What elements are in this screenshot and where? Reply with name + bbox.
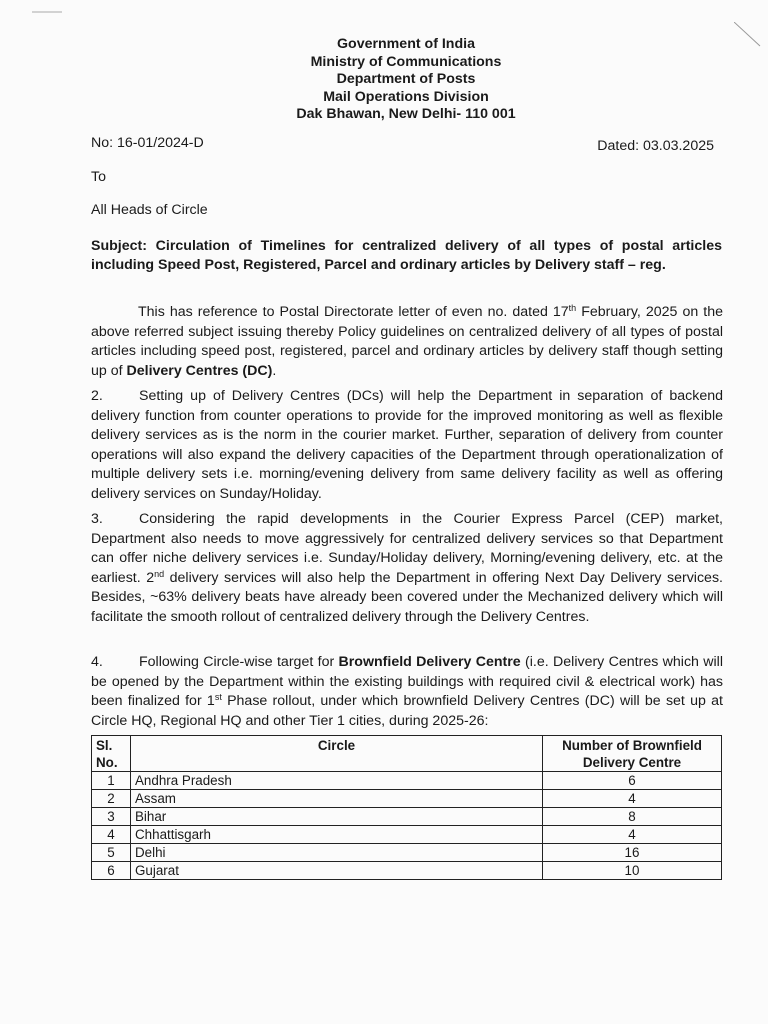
row-circle: Assam [131, 790, 543, 808]
paragraph-3-text-b: delivery services will also help the Department in offering Next Day Delivery services. Besides, ~63% delivery beats have already been covered under the Mechanized delivery which will facilitate the smooth rollout of centralized delivery through the Delivery Centres. [91, 569, 723, 625]
paragraph-2-number: 2. [91, 388, 103, 404]
letter-number: No: 16-01/2024-D [91, 135, 204, 151]
delivery-centre-table [91, 735, 722, 880]
paragraph-4-sup: st [214, 692, 222, 703]
header-count [543, 736, 722, 772]
paragraph-4-text-c: Phase rollout, under which brownfield Delivery Centres (DC) will be set up at Circle HQ, Regional HQ and other Tier 1 cities, during 2025-26: [91, 693, 723, 729]
paragraph-4-number: 4. [91, 654, 103, 670]
row-sl: 6 [92, 862, 131, 880]
paragraph-1-bold: Delivery Centres (DC) [126, 362, 273, 379]
letterhead [0, 36, 768, 124]
header-count-line1: Number of Brownfield [562, 738, 702, 753]
addressee: All Heads of Circle [91, 202, 208, 218]
row-count: 8 [543, 808, 722, 826]
paragraph-3-sup: nd [154, 568, 165, 579]
table-row [92, 772, 722, 790]
letterhead-government: Government of India [337, 36, 475, 52]
row-sl: 4 [92, 826, 131, 844]
paragraph-1 [91, 303, 723, 381]
header-count-line2: Delivery Centre [582, 755, 682, 770]
header-sl-no [92, 736, 131, 772]
row-count: 4 [543, 790, 722, 808]
letterhead-address: Dak Bhawan, New Delhi- 110 001 [296, 106, 516, 123]
row-circle: Gujarat [131, 862, 543, 880]
row-count: 10 [543, 862, 722, 880]
letterhead-division: Mail Operations Division [323, 88, 489, 105]
table-row [92, 790, 722, 808]
row-circle: Bihar [131, 808, 543, 826]
paragraph-1-text-a: This has reference to Postal Directorate letter of even no. dated 17 [138, 304, 569, 320]
row-sl: 5 [92, 844, 131, 862]
row-count: 16 [543, 844, 722, 862]
table-row [92, 844, 722, 862]
table-row [92, 826, 722, 844]
table-row [92, 808, 722, 826]
row-count: 4 [543, 826, 722, 844]
table-header-row [92, 736, 722, 772]
paragraph-2-text: Setting up of Delivery Centres (DCs) will help the Department in separation of backend delivery function from counter operations to provide for the improved monitoring as well as flexible delivery services as is the norm in the courier market. Further, separation of delivery from counter operations will also expand the delivery capacities of the Department through operationalization of multiple delivery sets i.e. morning/evening delivery from same delivery facility as well as offering delivery services on Sunday/Holiday. [91, 388, 723, 502]
row-sl: 1 [92, 772, 131, 790]
row-sl: 2 [92, 790, 131, 808]
to-label: To [91, 169, 106, 185]
paragraph-3-text-a: Considering the rapid developments in the Courier Express Parcel (CEP) market, Department also needs to move aggressively for centralized delivery services so that Department can offer niche delivery services i.e. Sunday/Holiday delivery, Morning/evening delivery, etc. at the earliest. 2 [91, 511, 723, 586]
paragraph-1-text-c: . [272, 362, 277, 379]
paragraph-1-text-b: February, 2025 on the above referred subject issuing thereby Policy guidelines on centralized delivery of all types of postal articles including speed post, registered, parcel and ordinary articles by delivery staff though setting up of [91, 304, 723, 379]
row-circle: Chhattisgarh [131, 826, 543, 844]
letterhead-ministry: Ministry of Communications [310, 53, 502, 70]
row-circle: Andhra Pradesh [131, 772, 543, 790]
header-sl-line1: Sl. [96, 738, 113, 753]
paragraph-2 [91, 387, 723, 505]
scan-artifact-mark [32, 10, 62, 14]
paragraph-3-number: 3. [91, 511, 103, 527]
paragraph-4-text-a: Following Circle-wise target for [139, 654, 339, 670]
paragraph-1-sup: th [568, 303, 577, 313]
paragraph-4-text-b: (i.e. Delivery Centres which will be opened by the Department within the existing buildings with required civil & electrical work) has been finalized for 1 [91, 654, 723, 710]
paragraph-4-bold: Brownfield Delivery Centre [338, 654, 521, 670]
letterhead-department: Department of Posts [336, 71, 476, 88]
table-row [92, 862, 722, 880]
row-sl: 3 [92, 808, 131, 826]
letter-date: Dated: 03.03.2025 [597, 138, 714, 154]
row-circle: Delhi [131, 844, 543, 862]
row-count: 6 [543, 772, 722, 790]
paragraph-3 [91, 510, 723, 628]
subject-line: Subject: Circulation of Timelines for centralized delivery of all types of postal articles including Speed Post, Registered, Parcel and ordinary articles by Delivery staff – reg. [91, 238, 722, 273]
header-sl-line2: No. [96, 755, 118, 770]
paragraph-4 [91, 653, 723, 731]
header-circle: Circle [131, 736, 543, 772]
